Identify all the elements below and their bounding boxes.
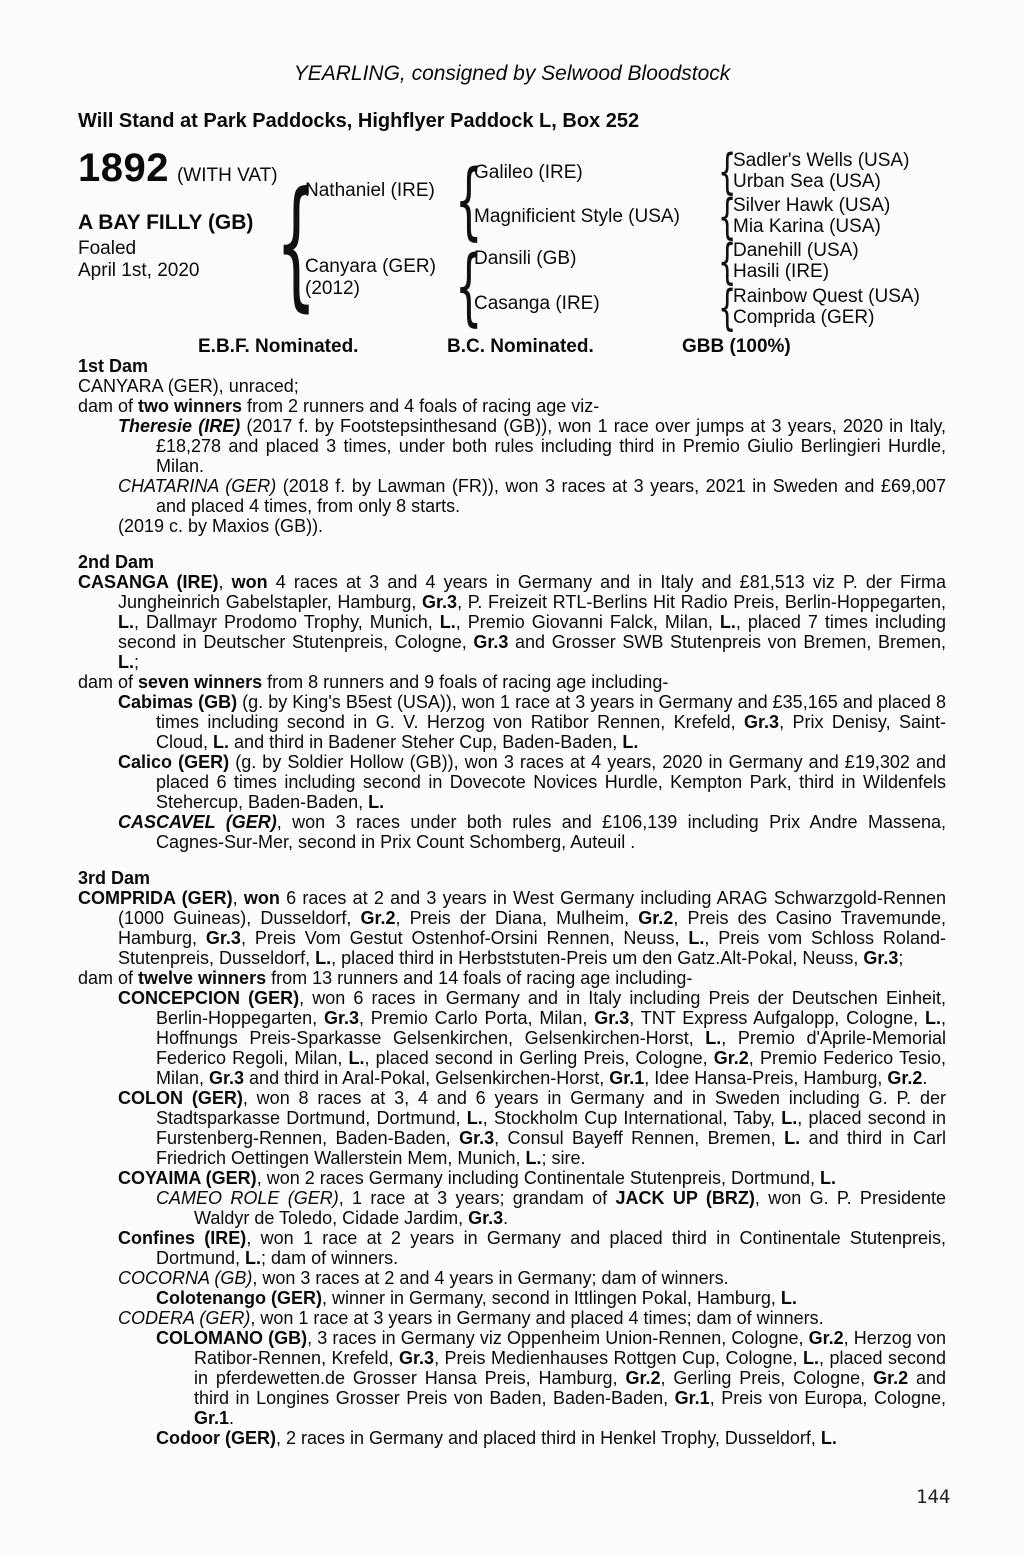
horse-or-race-emphasis: twelve winners	[138, 968, 267, 988]
horse-or-race-emphasis: L.	[803, 1348, 820, 1368]
horse-or-race-emphasis: CASANGA (IRE)	[78, 572, 219, 592]
horse-or-race-emphasis: L.	[784, 1128, 801, 1148]
horse-or-race-emphasis: Gr.1	[609, 1068, 645, 1088]
gen3-name: Sadler's Wells (USA)	[733, 150, 910, 171]
text-run: , won 8 races at 3, 4 and 6 years in Germany and in Sweden including G. P. der Stadtsparkasse Dortmund, Dortmund,	[156, 1088, 946, 1128]
horse-or-race-emphasis: L.	[213, 732, 230, 752]
pedigree-paragraph	[78, 812, 946, 852]
page-title: YEARLING, consigned by Selwood Bloodstock	[293, 62, 731, 85]
text-run: , placed third in Herbststuten-Preis um den Gatz.Alt-Pokal, Neuss,	[331, 948, 864, 968]
vat-note: (WITH VAT)	[176, 165, 278, 186]
pedigree-paragraph	[78, 516, 946, 536]
text-run: , Preis Vom Gestut Ostenhof-Orsini Rennen, Neuss,	[240, 928, 689, 948]
horse-or-race-emphasis: L.	[466, 1108, 483, 1128]
text-run: (g. by Soldier Hollow (GB)), won 3 races at 4 years, 2020 in Germany and £19,302 and placed 6 times including second in Dovecote Novices Hurdle, Kempton Park, third in Wildenfels Stehercup, Baden-Baden,	[156, 752, 946, 812]
horse-or-race-emphasis: Gr.1	[194, 1408, 230, 1428]
horse-or-race-emphasis: Gr.3	[468, 1208, 504, 1228]
pedigree-paragraph	[78, 752, 946, 812]
pedigree-paragraph	[78, 1328, 946, 1428]
text-run: , won 2 races Germany including Continentale Stutenpreis, Dortmund,	[256, 1168, 820, 1188]
gen3-name: Mia Karina (USA)	[733, 216, 881, 237]
text-run: , Idee Hansa-Preis, Hamburg,	[644, 1068, 888, 1088]
horse-or-race-emphasis: Gr.3	[399, 1348, 435, 1368]
text-run: dam of	[78, 672, 139, 692]
horse-or-race-emphasis: L.	[819, 1168, 836, 1188]
pedigree-body	[78, 356, 946, 1448]
lot-line	[78, 146, 278, 190]
dam-dam-name: Casanga (IRE)	[474, 293, 600, 314]
foaled-label: Foaled	[78, 238, 137, 259]
horse-or-race-emphasis: Colotenango (GER)	[156, 1288, 322, 1308]
horse-or-race-emphasis: L.	[348, 1048, 365, 1068]
text-run: , won 6 races in Germany and in Italy including Preis der Deutschen Einheit, Berlin-Hoppegarten,	[156, 988, 946, 1028]
horse-or-race-emphasis: Gr.3	[209, 1068, 245, 1088]
horse-or-race-emphasis: L.	[315, 948, 332, 968]
text-run: , Premio Carlo Porta, Milan,	[358, 1008, 595, 1028]
horse-or-race-emphasis: won	[231, 572, 268, 592]
pedigree-brace-icon: {	[454, 237, 483, 336]
horse-or-race-emphasis: L.	[924, 1008, 941, 1028]
text-run: , won 1 race at 2 years in Germany and placed third in Continentale Stutenpreis, Dortmund,	[156, 1228, 946, 1268]
dam-name: Canyara (GER)	[305, 256, 436, 277]
horse-or-race-emphasis: COLON (GER)	[118, 1088, 243, 1108]
text-run: from 8 runners and 9 foals of racing age including-	[262, 672, 669, 692]
text-run: , won 3 races under both rules and £106,139 including Prix Andre Massena, Cagnes-Sur-Mer, second in Prix Count Schomberg, Auteuil .	[156, 812, 946, 852]
pedigree-block	[78, 144, 946, 350]
horse-or-race-emphasis: COMPRIDA (GER)	[78, 888, 233, 908]
bc-nomination: B.C. Nominated.	[447, 336, 594, 357]
pedigree-paragraph	[78, 416, 946, 476]
horse-or-race-emphasis: L.	[688, 928, 705, 948]
horse-or-race-emphasis: Cabimas (GB)	[118, 692, 238, 712]
text-run: .	[503, 1208, 509, 1228]
horse-or-race-emphasis: Gr.3	[594, 1008, 630, 1028]
text-run: ;	[134, 652, 140, 672]
text-run: 4 races at 3 and 4 years in Germany and in Italy and £81,513 viz P. der Firma Jungheinrich Gabelstapler, Hamburg,	[118, 572, 946, 612]
horse-or-race-emphasis: CAMEO ROLE (GER)	[156, 1188, 339, 1208]
horse-or-race-emphasis: seven winners	[138, 672, 263, 692]
horse-or-race-emphasis: L.	[525, 1148, 542, 1168]
horse-or-race-emphasis: CASCAVEL (GER)	[118, 812, 277, 832]
text-run: and third in Longines Grosser Preis von Baden, Baden-Baden,	[194, 1368, 946, 1408]
text-run: ;	[898, 948, 904, 968]
pedigree-paragraph	[78, 572, 946, 672]
pedigree-paragraph	[78, 888, 946, 968]
horse-or-race-emphasis: Gr.2	[808, 1328, 844, 1348]
horse-or-race-emphasis: Theresie (IRE)	[118, 416, 241, 436]
horse-or-race-emphasis: two winners	[138, 396, 243, 416]
pedigree-paragraph	[78, 376, 946, 396]
horse-or-race-emphasis: Gr.2	[887, 1068, 923, 1088]
text-run: , won 1 race at 3 years in Germany and placed 4 times; dam of winners.	[250, 1308, 824, 1328]
horse-or-race-emphasis: L.	[781, 1108, 798, 1128]
text-run: from 2 runners and 4 foals of racing age viz-	[242, 396, 600, 416]
horse-or-race-emphasis: COLOMANO (GB)	[156, 1328, 308, 1348]
horse-or-race-emphasis: COCORNA (GB)	[118, 1268, 253, 1288]
text-run: .	[229, 1408, 235, 1428]
pedigree-paragraph	[78, 1228, 946, 1268]
horse-or-race-emphasis: L.	[719, 612, 736, 632]
text-run: (2019 c. by Maxios (GB)).	[118, 516, 324, 536]
horse-description: A BAY FILLY (GB)	[78, 211, 254, 234]
text-run: , placed second in pferdewetten.de Grosser Hansa Preis, Hamburg,	[194, 1348, 947, 1388]
horse-or-race-emphasis: L.	[705, 1028, 722, 1048]
text-run: , P. Freizeit RTL-Berlins Hit Radio Preis, Berlin-Hoppegarten,	[457, 592, 946, 612]
pedigree-paragraph	[78, 1308, 946, 1328]
text-run: ; dam of winners.	[261, 1248, 399, 1268]
ebf-nomination: E.B.F. Nominated.	[198, 336, 359, 357]
horse-or-race-emphasis: Gr.2	[713, 1048, 749, 1068]
horse-or-race-emphasis: Calico (GER)	[118, 752, 230, 772]
dam-section-heading: 1st Dam	[78, 356, 149, 376]
horse-or-race-emphasis: JACK UP (BRZ)	[615, 1188, 755, 1208]
stand-location: Will Stand at Park Paddocks, Highflyer Paddock L, Box 252	[78, 110, 640, 132]
pedigree-paragraph	[78, 672, 946, 692]
horse-or-race-emphasis: L.	[118, 652, 134, 672]
gen3-name: Rainbow Quest (USA)	[733, 286, 920, 307]
text-run: , Gerling Preis, Cologne,	[660, 1368, 874, 1388]
horse-or-race-emphasis: Gr.3	[459, 1128, 495, 1148]
horse-or-race-emphasis: L.	[780, 1288, 797, 1308]
text-run: , placed 7 times including second in Deutscher Stutenpreis, Cologne,	[118, 612, 946, 652]
gen3-name: Danehill (USA)	[733, 240, 859, 261]
pedigree-paragraph	[78, 968, 946, 988]
horse-or-race-emphasis: Gr.3	[473, 632, 509, 652]
horse-or-race-emphasis: Gr.2	[873, 1368, 909, 1388]
text-run: dam of	[78, 968, 139, 988]
text-run: , Preis des Casino Travemunde, Hamburg,	[118, 908, 946, 948]
gen3-name: Hasili (IRE)	[733, 261, 830, 282]
horse-or-race-emphasis: Gr.1	[674, 1388, 710, 1408]
pedigree-paragraph	[78, 476, 946, 516]
pedigree-brace-icon: {	[454, 151, 483, 250]
horse-or-race-emphasis: Gr.2	[625, 1368, 661, 1388]
text-run: and third in Carl Friedrich Oettingen Wallerstein Mem, Munich,	[156, 1128, 946, 1168]
text-run: , Preis der Diana, Mulheim,	[395, 908, 639, 928]
horse-or-race-emphasis: Gr.3	[744, 712, 780, 732]
dam-section-heading: 2nd Dam	[78, 552, 155, 572]
text-run: , 2 races in Germany and placed third in Henkel Trophy, Dusseldorf,	[275, 1428, 821, 1448]
horse-or-race-emphasis: CHATARINA (GER)	[118, 476, 277, 496]
horse-or-race-emphasis: won	[243, 888, 280, 908]
pedigree-paragraph	[78, 988, 946, 1088]
pedigree-brace-icon: {	[718, 280, 737, 336]
horse-or-race-emphasis: L.	[439, 612, 456, 632]
sire-dam-name: Magnificient Style (USA)	[474, 206, 680, 227]
text-run: , won 3 races at 2 and 4 years in Germany; dam of winners.	[252, 1268, 729, 1288]
text-run: 6 races at 2 and 3 years in West Germany including ARAG Schwarzgold-Rennen (1000 Guineas), Dusseldorf,	[118, 888, 946, 928]
text-run: , placed second in Furstenberg-Rennen, Baden-Baden,	[156, 1108, 946, 1148]
text-run: , Stockholm Cup International, Taby,	[482, 1108, 782, 1128]
text-run: , Consul Bayeff Rennen, Bremen,	[494, 1128, 785, 1148]
text-run: , 1 race at 3 years; grandam of	[338, 1188, 616, 1208]
dam-section-heading: 3rd Dam	[78, 868, 151, 888]
pedigree-brace-icon: {	[718, 189, 737, 245]
pedigree-paragraph	[78, 1288, 946, 1308]
dam-sire-name: Dansili (GB)	[474, 248, 577, 269]
text-run: (g. by King's B5est (USA)), won 1 race at 3 years in Germany and £35,165 and placed 8 times including second in G. V. Herzog von Ratibor Rennen, Krefeld,	[156, 692, 946, 732]
text-run: from 13 runners and 14 foals of racing age including-	[266, 968, 693, 988]
gen3-name: Urban Sea (USA)	[733, 171, 881, 192]
pedigree-paragraph	[78, 692, 946, 752]
text-run: , won G. P. Presidente Waldyr de Toledo, Cidade Jardim,	[194, 1188, 946, 1228]
horse-or-race-emphasis: CODERA (GER)	[118, 1308, 251, 1328]
text-run: CANYARA (GER), unraced;	[78, 376, 299, 396]
pedigree-brace-icon: {	[718, 234, 737, 290]
dam-year: (2012)	[305, 278, 360, 299]
horse-or-race-emphasis: COYAIMA (GER)	[118, 1168, 257, 1188]
text-run: , 3 races in Germany viz Oppenheim Union-Rennen, Cologne,	[307, 1328, 809, 1348]
pedigree-paragraph	[78, 396, 946, 416]
horse-or-race-emphasis: L.	[245, 1248, 262, 1268]
text-run: , placed second in Gerling Preis, Cologne,	[364, 1048, 714, 1068]
text-run: , Hoffnungs Preis-Sparkasse Gelsenkirchen, Gelsenkirchen-Horst,	[156, 1008, 946, 1048]
text-run: ; sire.	[541, 1148, 586, 1168]
text-run: .	[922, 1068, 928, 1088]
pedigree-brace-icon: {	[718, 144, 737, 200]
text-run: , Preis vom Schloss Roland-Stutenpreis, Dusseldorf,	[118, 928, 946, 968]
horse-or-race-emphasis: CONCEPCION (GER)	[118, 988, 300, 1008]
horse-or-race-emphasis: Gr.2	[360, 908, 396, 928]
page-number: 144	[916, 1486, 951, 1508]
text-run: , winner in Germany, second in Ittlingen Pokal, Hamburg,	[321, 1288, 781, 1308]
sire-sire-name: Galileo (IRE)	[474, 162, 583, 183]
text-run: (2017 f. by Footstepsinthesand (GB)), won 1 race over jumps at 3 years, 2020 in Italy, £18,278 and placed 3 times, under both rules including third in Premio Giulio Berlingieri Hurdle, Milan.	[156, 416, 946, 476]
text-run: , Premio Federico Tesio, Milan,	[156, 1048, 946, 1088]
text-run: , Preis Medienhauses Rottgen Cup, Cologne,	[434, 1348, 804, 1368]
text-run: , Prix Denisy, Saint-Cloud,	[156, 712, 946, 752]
gen3-name: Comprida (GER)	[733, 307, 875, 328]
pedigree-paragraph	[78, 1428, 946, 1448]
pedigree-paragraph	[78, 1168, 946, 1188]
text-run: and third in Badener Steher Cup, Baden-Baden,	[229, 732, 623, 752]
lot-number: 1892	[78, 146, 169, 190]
text-run: , Premio Giovanni Falck, Milan,	[455, 612, 720, 632]
horse-or-race-emphasis: Confines (IRE)	[118, 1228, 247, 1248]
horse-or-race-emphasis: L.	[368, 792, 385, 812]
gen3-name: Silver Hawk (USA)	[733, 195, 891, 216]
pedigree-paragraph	[78, 1088, 946, 1168]
text-run: , TNT Express Aufgalopp, Cologne,	[629, 1008, 925, 1028]
text-run: , Premio d'Aprile-Memorial Federico Regoli, Milan,	[156, 1028, 946, 1068]
pedigree-paragraph	[78, 1188, 946, 1228]
gbb-status: GBB (100%)	[682, 336, 791, 357]
text-run: ,	[232, 888, 244, 908]
pedigree-brace-icon: {	[275, 160, 317, 326]
horse-or-race-emphasis: Gr.3	[422, 592, 458, 612]
foaled-date: April 1st, 2020	[78, 260, 200, 281]
sire-name: Nathaniel (IRE)	[305, 180, 435, 201]
text-run: (2018 f. by Lawman (FR)), won 3 races at 3 years, 2021 in Sweden and £69,007 and placed 4 times, from only 8 starts.	[156, 476, 946, 516]
horse-or-race-emphasis: Gr.2	[638, 908, 674, 928]
horse-or-race-emphasis: Gr.3	[205, 928, 241, 948]
text-run: ,	[218, 572, 232, 592]
text-run: , Herzog von Ratibor-Rennen, Krefeld,	[194, 1328, 946, 1368]
text-run: and third in Aral-Pokal, Gelsenkirchen-Horst,	[244, 1068, 610, 1088]
horse-or-race-emphasis: L.	[622, 732, 639, 752]
text-run: dam of	[78, 396, 139, 416]
text-run: , Dallmayr Prodomo Trophy, Munich,	[134, 612, 440, 632]
horse-or-race-emphasis: L.	[118, 612, 134, 632]
horse-or-race-emphasis: Codoor (GER)	[156, 1428, 276, 1448]
horse-or-race-emphasis: Gr.3	[323, 1008, 359, 1028]
text-run: and Grosser SWB Stutenpreis von Bremen, Bremen,	[508, 632, 947, 652]
horse-or-race-emphasis: L.	[820, 1428, 837, 1448]
pedigree-paragraph	[78, 1268, 946, 1288]
text-run: , Preis von Europa, Cologne,	[709, 1388, 947, 1408]
horse-or-race-emphasis: Gr.3	[863, 948, 899, 968]
